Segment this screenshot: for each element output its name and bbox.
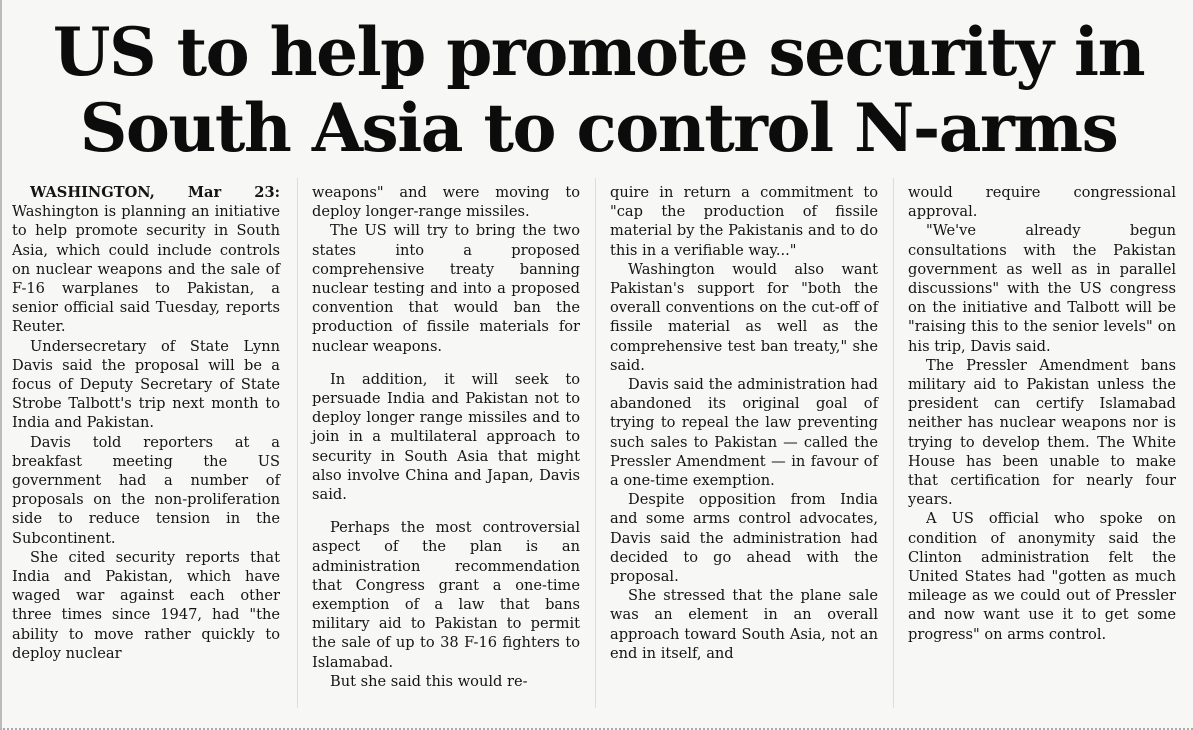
article-paragraph [12, 183, 280, 337]
column-rule [297, 178, 298, 708]
dateline: WASHINGTON, Mar 23: [30, 184, 280, 201]
article-paragraph: Davis said the administration had abandoned its original goal of trying to repeal the law preventing such sales to Pakistan — called the Pressler Amendment — in favour of a one-time exemption. [610, 376, 878, 490]
headline [2, 14, 1193, 166]
article-paragraph: Davis told reporters at a breakfast meeting the US government had a number of proposals on the non-proliferation side to reduce tension in the Subcontinent. [12, 433, 280, 547]
article-paragraph: The US will try to bring the two states into a proposed comprehensive treaty banning nuclear testing and into a proposed convention that would ban the production of fissile materials for nuclear weapons. [312, 222, 580, 355]
article-column-3 [610, 183, 878, 663]
article-paragraph: Washington would also want Pakistan's support for "both the overall conventions on the cut-off of fissile material as well as the comprehensive test ban treaty," she said. [610, 260, 878, 374]
article-paragraph: "We've already begun consultations with the Pakistan government as well as in parallel discussions" with the US congress on the initiative and Talbott will be "raising this to the senior levels" on his trip, Davis said. [908, 222, 1176, 355]
headline-line-2: South Asia to control N-arms [79, 89, 1118, 167]
article-paragraph: She cited security reports that India and Pakistan, which have waged war against each other three times since 1947, had "the ability to move rather quickly to deploy nuclear [12, 548, 280, 662]
article-column-2 [312, 183, 580, 691]
headline-line-1: US to help promote security in [52, 13, 1145, 91]
article-column-1 [12, 183, 280, 663]
article-paragraph: quire in return a commitment to "cap the production of fissile material by the Pakistanis and to do this in a verifiable way..." [610, 184, 878, 259]
article-paragraph: weapons" and were moving to deploy longer-range missiles. [312, 184, 580, 221]
article-paragraph: In addition, it will seek to persuade India and Pakistan not to deploy longer range missiles and to join in a multilateral approach to security in South Asia that might also involve China and Japan, Davis said. [312, 370, 580, 504]
column-rule [893, 178, 894, 708]
article-paragraph: would require congressional approval. [908, 184, 1176, 221]
article-paragraph: She stressed that the plane sale was an element in an overall approach toward South Asia, not an end in itself, and [610, 587, 878, 662]
article-paragraph: The Pressler Amendment bans military aid to Pakistan unless the president can certify Islamabad neither has nuclear weapons nor is trying to develop them. The White House has been unable to make that certification for nearly four years. [908, 356, 1176, 509]
article-paragraph: Undersecretary of State Lynn Davis said the proposal will be a focus of Deputy Secretary of State Strobe Talbott's trip next month to India and Pakistan. [12, 337, 280, 432]
article-paragraph: Perhaps the most controversial aspect of the plan is an administration recommendation that Congress grant a one-time exemption of a law that bans military aid to Pakistan to permit the sale of up to 38 F-16 fighters to Islamabad. [312, 519, 580, 671]
paragraph-text: Washington is planning an initiative to help promote security in South Asia, which could include controls on nuclear weapons and the sale of F-16 warplanes to Pakistan, a senior official said Tuesday, reports Reuter. [12, 203, 280, 336]
article-paragraph: Despite opposition from India and some arms control advocates, Davis said the administration had decided to go ahead with the proposal. [610, 491, 878, 586]
article-paragraph: A US official who spoke on condition of anonymity said the Clinton administration felt the United States had "gotten as much mileage as we could out of Pressler and now want use it to get some progress" on arms control. [908, 510, 1176, 643]
column-rule [595, 178, 596, 708]
article-column-4 [908, 183, 1176, 644]
article-paragraph: But she said this would re- [330, 672, 528, 690]
